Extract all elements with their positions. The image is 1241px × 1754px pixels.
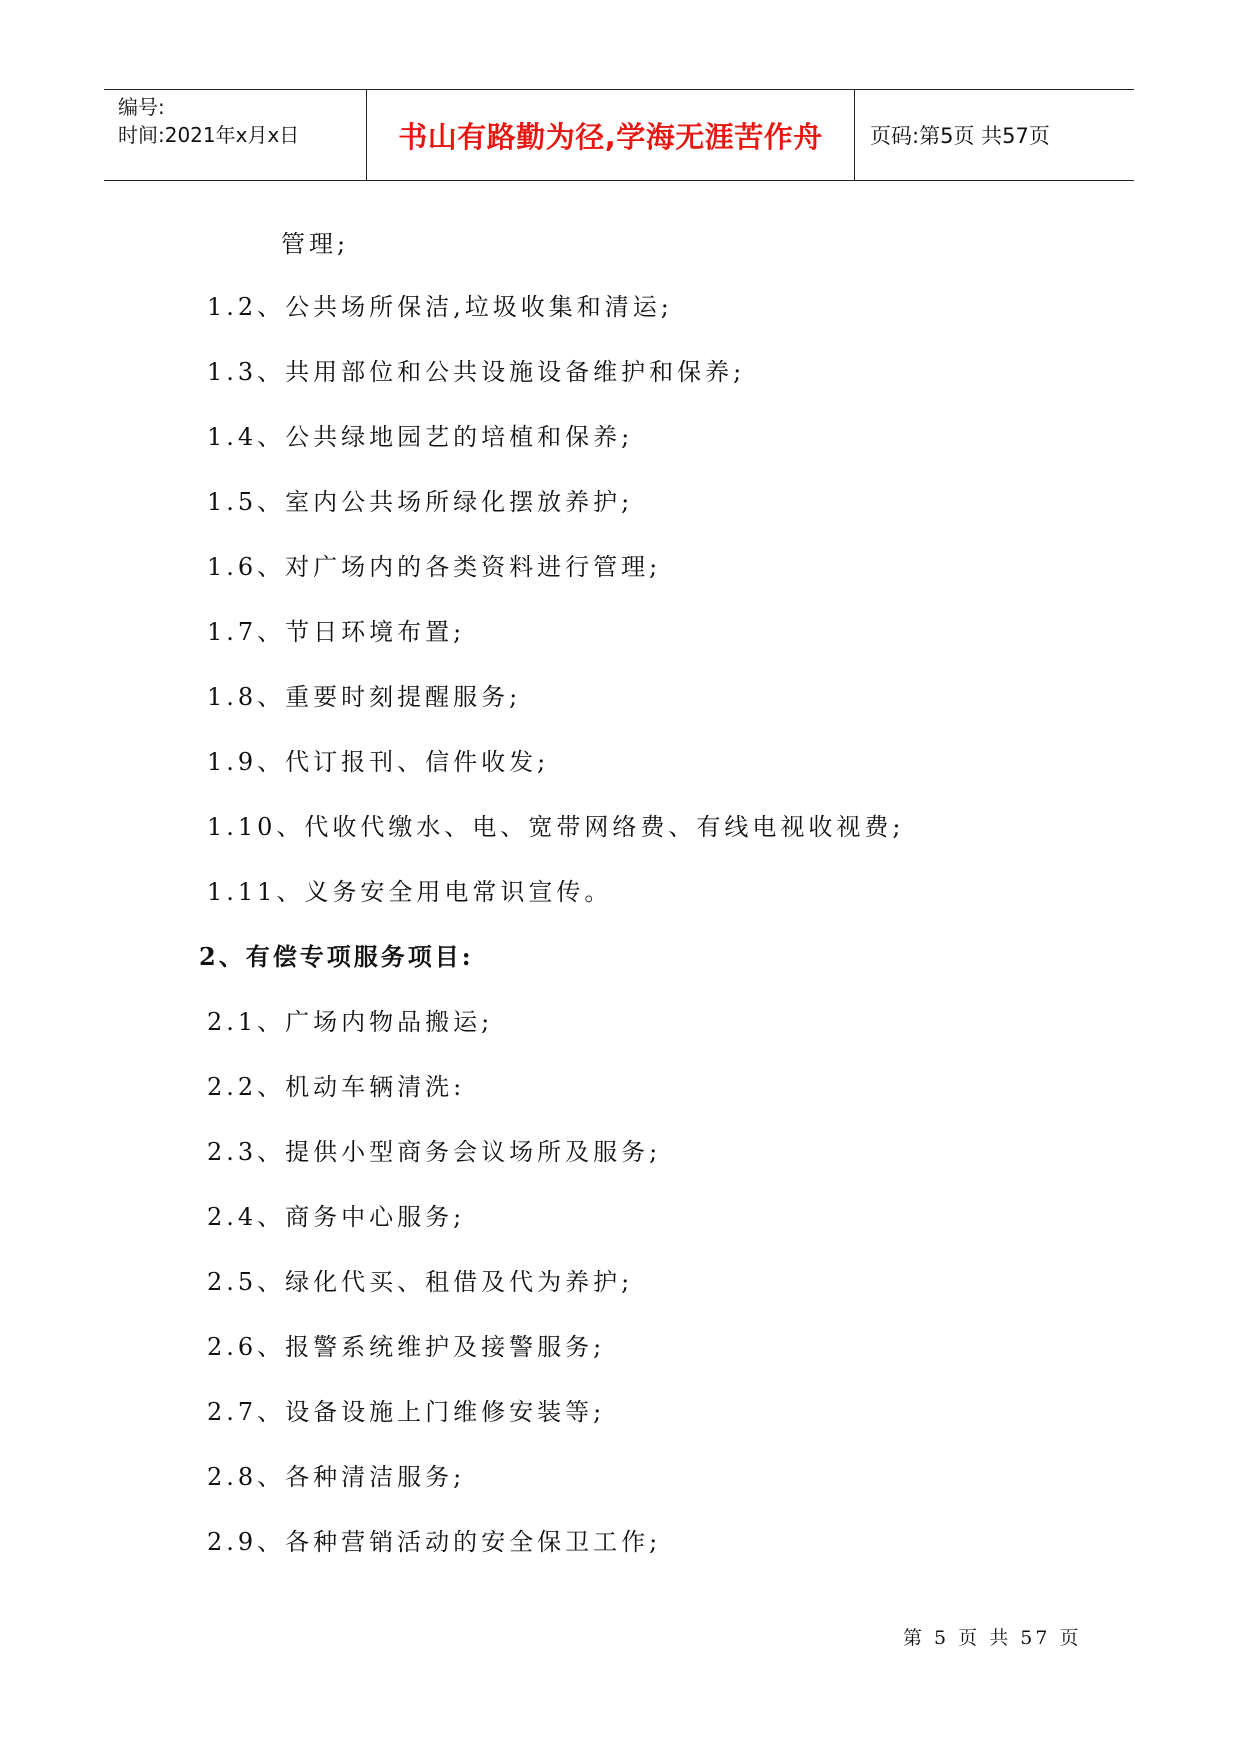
body-line: 2.8、各种清洁服务; <box>207 1463 466 1491</box>
body-line: 2.3、提供小型商务会议场所及服务; <box>207 1138 662 1166</box>
body-line: 1.7、节日环境布置; <box>207 618 466 646</box>
document-number-label: 编号: <box>118 95 165 119</box>
page-footer: 第 5 页 共 57 页 <box>903 1627 1082 1649</box>
body-line: 2.1、广场内物品搬运; <box>207 1008 494 1036</box>
document-header <box>104 89 1134 181</box>
body-line: 1.9、代订报刊、信件收发; <box>207 748 550 776</box>
body-line: 1.5、室内公共场所绿化摆放养护; <box>207 488 634 516</box>
body-line: 2.9、各种营销活动的安全保卫工作; <box>207 1528 662 1556</box>
header-motto: 书山有路勤为径,学海无涯苦作舟 <box>398 119 823 154</box>
body-line: 1.2、公共场所保洁,垃圾收集和清运; <box>207 293 673 321</box>
body-line: 2.4、商务中心服务; <box>207 1203 466 1231</box>
body-line: 2.5、绿化代买、租借及代为养护; <box>207 1268 634 1296</box>
body-line: 1.10、代收代缴水、电、宽带网络费、有线电视收视费; <box>207 813 905 841</box>
section-heading: 2、有偿专项服务项目: <box>199 942 474 971</box>
body-line: 1.6、对广场内的各类资料进行管理; <box>207 553 662 581</box>
body-line: 2.2、机动车辆清洗: <box>207 1073 466 1101</box>
header-page-info: 页码:第5页 共57页 <box>870 124 1050 148</box>
body-line: 管理; <box>281 230 350 258</box>
body-line: 1.8、重要时刻提醒服务; <box>207 683 522 711</box>
body-line: 1.4、公共绿地园艺的培植和保养; <box>207 423 634 451</box>
body-line: 2.6、报警系统维护及接警服务; <box>207 1333 606 1361</box>
body-line: 1.3、共用部位和公共设施设备维护和保养; <box>207 358 746 386</box>
header-meta <box>104 90 366 180</box>
body-line: 1.11、义务安全用电常识宣传。 <box>207 878 613 906</box>
document-time-label: 时间:2021年x月x日 <box>118 123 300 147</box>
body-line: 2.7、设备设施上门维修安装等; <box>207 1398 606 1426</box>
header-divider-right <box>854 90 855 180</box>
